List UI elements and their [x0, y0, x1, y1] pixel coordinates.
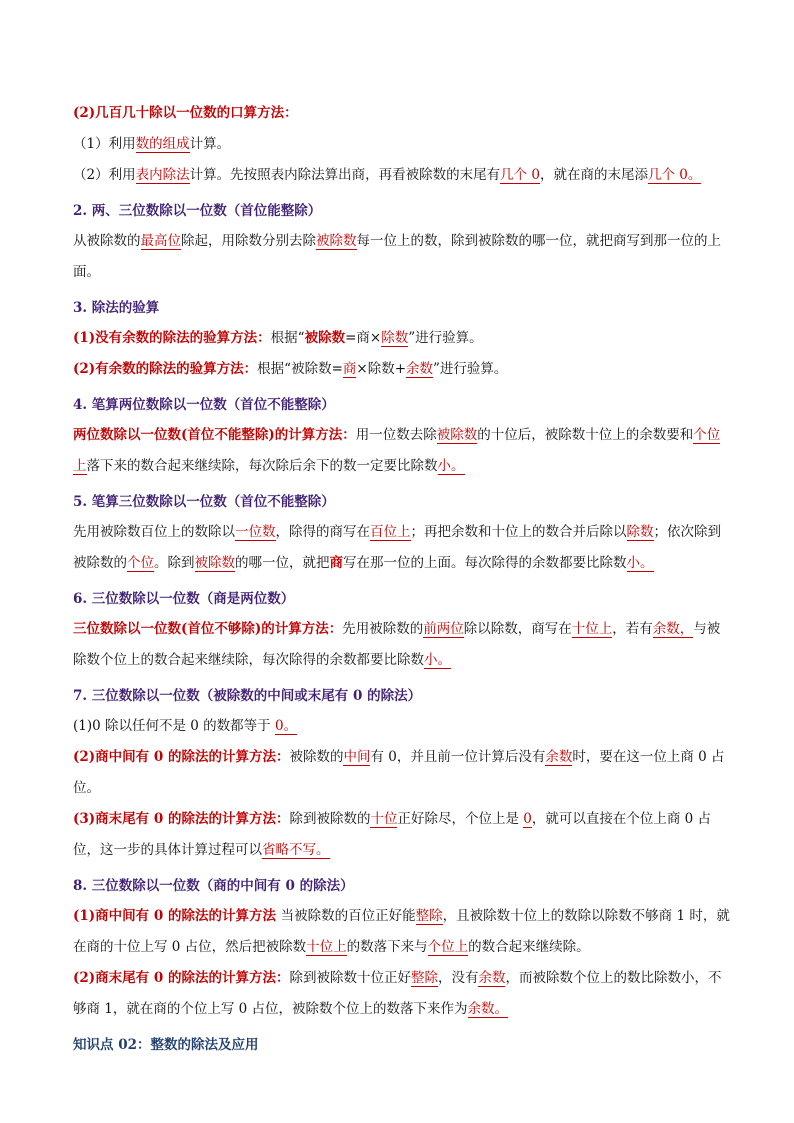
- rule-label: (1)没有余数的除法的验算方法：: [73, 330, 271, 346]
- text-run: =商×: [345, 330, 382, 346]
- underlined-answer: 余数: [406, 361, 434, 377]
- underlined-answer: 被除数: [194, 555, 235, 571]
- underlined-answer: 商: [342, 361, 357, 377]
- paragraph: [73, 517, 733, 579]
- underlined-answer: 余数。: [467, 1001, 509, 1017]
- text-run: 被除数的: [289, 749, 344, 765]
- underlined-answer: 几个 0: [500, 167, 540, 183]
- text-run: ”进行验算。: [433, 361, 508, 377]
- text-run: 知识点 02：整数的除法及应用: [73, 1037, 259, 1053]
- rule-label: 商: [329, 555, 343, 571]
- underlined-answer: 除数: [626, 524, 654, 540]
- section-heading: [73, 294, 733, 323]
- text-run: 7. 三位数除以一位数（被除数的中间或末尾有 0 的除法）: [73, 688, 422, 704]
- text-run: 用一位数去除: [355, 427, 437, 443]
- text-run: （1）利用: [73, 136, 136, 152]
- section-heading: [73, 585, 733, 614]
- text-run: 6. 三位数除以一位数（商是两位数）: [73, 591, 295, 607]
- underlined-answer: 表内除法: [135, 167, 190, 183]
- underlined-answer: 十位: [370, 811, 398, 827]
- text-run: 8. 三位数除以一位数（商的中间有 0 的除法）: [73, 878, 354, 894]
- rule-label: (3)商末尾有 0 的除法的计算方法：: [73, 811, 290, 827]
- text-run: 4. 笔算两位数除以一位数（首位不能整除）: [73, 397, 335, 413]
- paragraph: [73, 742, 733, 804]
- text-run: 的哪一位，就把: [235, 555, 330, 571]
- underlined-answer: 小。: [424, 652, 451, 668]
- paragraph: [73, 804, 733, 866]
- underlined-answer: 除数: [381, 330, 409, 346]
- paragraph: [73, 354, 733, 385]
- text-run: 除以除数，商写在: [463, 621, 572, 637]
- text-run: 的数落下来与: [346, 939, 428, 955]
- paragraph: [73, 711, 733, 742]
- paragraph: [73, 420, 733, 482]
- paragraph: [73, 226, 733, 288]
- text-run: 的数合起来继续除。: [468, 939, 590, 955]
- text-run: 当被除数的百位正好能: [280, 908, 416, 924]
- text-run: ，而被除数个位上的数比除数小，不够商 1，就在商的个位上写 0 占位，被除数个位上的数落下来作为: [73, 970, 722, 1017]
- rule-label: (2)商末尾有 0 的除法的计算方法：: [73, 970, 290, 986]
- text-run: 除到被除数十位正好: [289, 970, 411, 986]
- text-run: ，就可以直接在个位上商 0 占位，这一步的具体计算过程可以: [73, 811, 712, 858]
- underlined-answer: 一位数: [235, 524, 276, 540]
- section-heading: [73, 391, 733, 420]
- text-run: ，就在商的末尾添: [539, 167, 648, 183]
- underlined-answer: 小。: [626, 555, 654, 571]
- paragraph: [73, 129, 733, 160]
- text-run: 先用被除数百位上的数除以: [73, 524, 235, 540]
- text-run: 5. 笔算三位数除以一位数（首位不能整除）: [73, 494, 335, 510]
- underlined-answer: 个位上: [427, 939, 469, 955]
- underlined-answer: 被除数: [436, 427, 478, 443]
- underlined-answer: 余数: [545, 749, 573, 765]
- knowledge-point-heading: [73, 1031, 733, 1060]
- text-run: 从被除数的: [73, 233, 141, 249]
- text-run: 根据“被除数=: [257, 361, 343, 377]
- underlined-answer: 中间: [343, 749, 371, 765]
- underlined-answer: 整除: [415, 908, 443, 924]
- section-heading: [73, 488, 733, 517]
- rule-label: (2)几百几十除以一位数的口算方法：: [73, 105, 298, 121]
- underlined-answer: 前两位: [423, 621, 464, 637]
- underlined-answer: 被除数: [316, 233, 357, 249]
- text-run: （2）利用: [73, 167, 136, 183]
- underlined-answer: 整除: [410, 970, 438, 986]
- rule-label: (2)商中间有 0 的除法的计算方法：: [73, 749, 290, 765]
- rule-label: 两位数除以一位数(首位不能整除)的计算方法：: [73, 427, 356, 443]
- underlined-answer: 个位: [127, 555, 154, 571]
- text-run: ；再把余数和十位上的数合并后除以: [410, 524, 627, 540]
- underlined-answer: 十位上: [571, 621, 613, 637]
- underlined-answer: 数的组成: [135, 136, 190, 152]
- underlined-answer: 0。: [274, 718, 298, 734]
- text-run: 3. 除法的验算: [73, 300, 160, 316]
- text-run: ”进行验算。: [408, 330, 483, 346]
- rule-label: (2)有余数的除法的验算方法：: [73, 361, 258, 377]
- text-run: 2. 两、三位数除以一位数（首位能整除）: [73, 203, 322, 219]
- rule-label: 三位数除以一位数(首位不够除)的计算方法：: [73, 621, 343, 637]
- underlined-answer: 0: [523, 811, 532, 827]
- text-run: 的十位后，被除数十位上的余数要和: [477, 427, 694, 443]
- text-run: 时，要在这一位上商 0 占位。: [73, 749, 725, 796]
- underlined-answer: 余数: [478, 970, 506, 986]
- paragraph: [73, 160, 733, 191]
- text-run: 与被除数个位上的数合起来继续除，每次除得的余数都要比除数: [73, 621, 721, 668]
- text-run: 先用被除数的: [342, 621, 424, 637]
- underlined-answer: 几个 0。: [647, 167, 702, 183]
- text-run: 落下来的数合起来继续除，每次除后余下的数一定要比除数: [86, 458, 438, 474]
- paragraph: [73, 901, 733, 963]
- underlined-answer: 个位上: [73, 427, 721, 474]
- text-run: ，且被除数十位上的数除以除数不够商 1 时，就在商的十位上写 0 占位，然后把被除数: [73, 908, 730, 955]
- rule-label: (1)商中间有 0 的除法的计算方法: [73, 908, 281, 924]
- underlined-answer: 省略不写。: [262, 842, 330, 858]
- text-run: ，没有: [437, 970, 479, 986]
- text-run: 。除到: [154, 555, 195, 571]
- underlined-answer: 小。: [437, 458, 465, 474]
- underlined-answer: 百位上: [370, 524, 411, 540]
- underlined-answer: 最高位: [140, 233, 181, 249]
- text-run: 计算。先按照表内除法算出商，再看被除数的末尾有: [189, 167, 501, 183]
- document-page: [73, 98, 733, 1060]
- text-run: 有 0，并且前一位计算后没有: [370, 749, 546, 765]
- section-heading: [73, 197, 733, 226]
- section-heading: [73, 872, 733, 901]
- text-run: 写在那一位的上面。每次除得的余数都要比除数: [343, 555, 627, 571]
- paragraph: [73, 614, 733, 676]
- paragraph: [73, 98, 733, 129]
- rule-label: 被除数: [304, 330, 346, 346]
- text-run: ，若有: [612, 621, 653, 637]
- underlined-answer: 余数，: [652, 621, 694, 637]
- text-run: 正好除尽，个位上是: [397, 811, 524, 827]
- text-run: 除起，用除数分别去除: [181, 233, 316, 249]
- paragraph: [73, 323, 733, 354]
- underlined-answer: 十位上: [306, 939, 347, 955]
- text-run: 每一位上的数，除到被除数的哪一位，就把商写到那一位的上面。: [73, 233, 721, 280]
- text-run: 根据“: [270, 330, 305, 346]
- section-heading: [73, 682, 733, 711]
- text-run: ×除数+: [356, 361, 407, 377]
- text-run: ，除得的商写在: [275, 524, 370, 540]
- text-run: ；依次除到被除数的: [73, 524, 721, 571]
- paragraph: [73, 963, 733, 1025]
- text-run: 计算。: [189, 136, 231, 152]
- text-run: 除到被除数的: [289, 811, 371, 827]
- text-run: (1)0 除以任何不是 0 的数都等于: [73, 718, 275, 734]
